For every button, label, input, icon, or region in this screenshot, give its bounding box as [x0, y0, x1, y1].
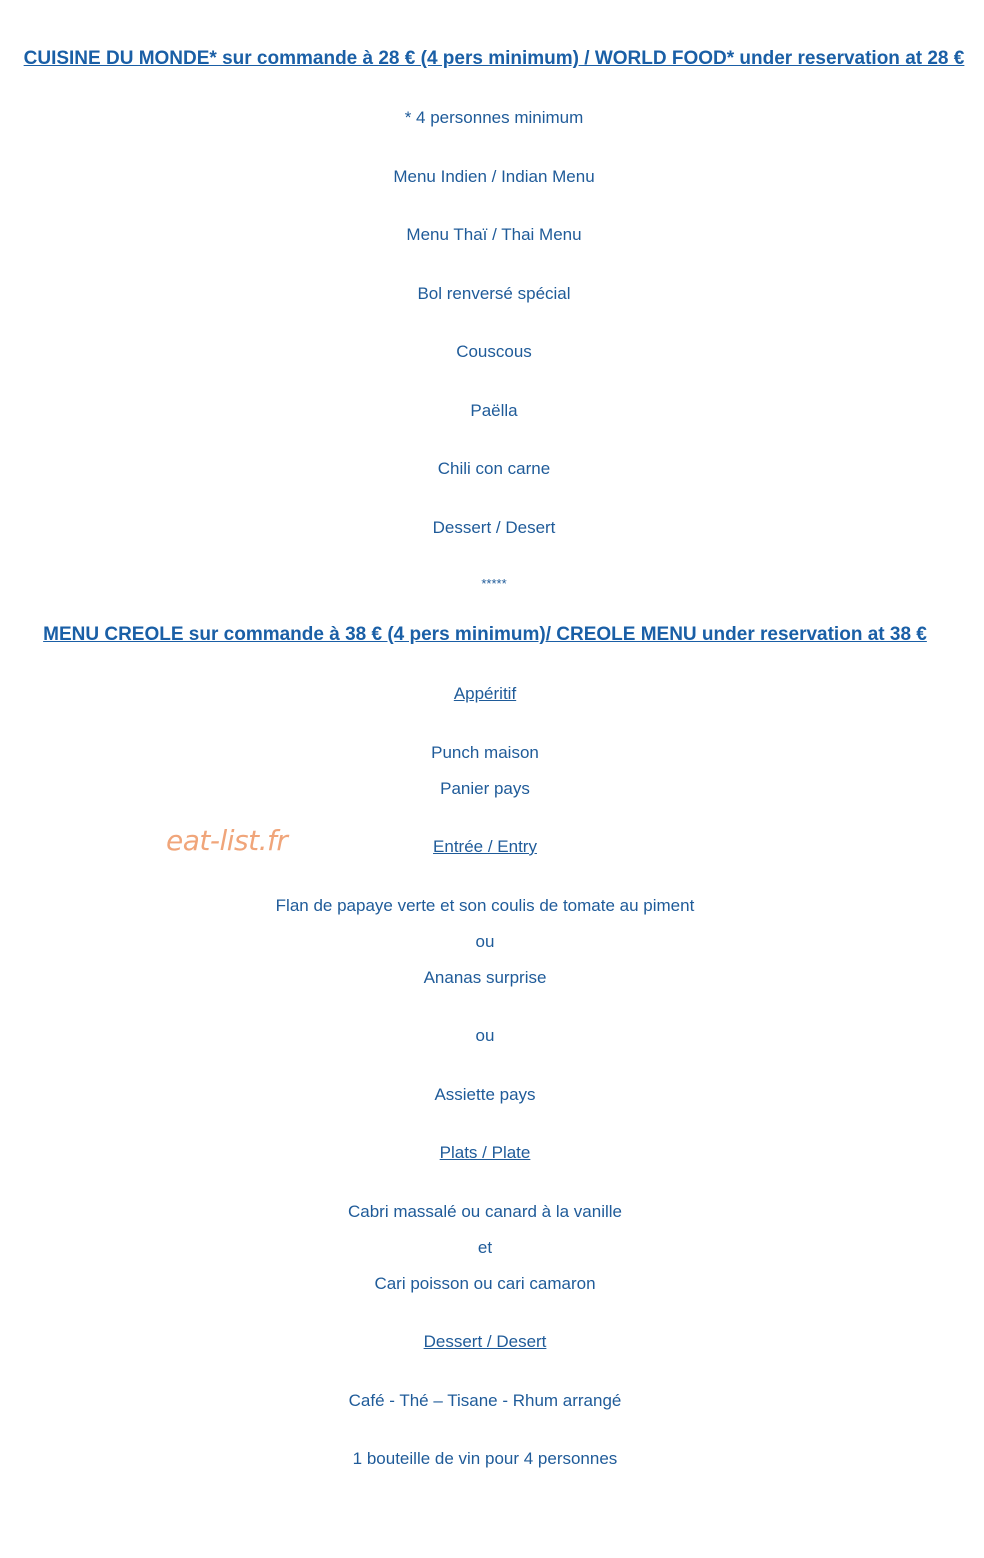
world-food-item: Dessert / Desert: [432, 518, 556, 537]
world-food-note: * 4 personnes minimum: [404, 108, 584, 127]
plates-item: Cari poisson ou cari camaron: [374, 1274, 596, 1293]
plates-item: et: [477, 1238, 493, 1257]
creole-menu-heading: MENU CREOLE sur commande à 38 € (4 pers minimum)/ CREOLE MENU under reservation at 38 €: [43, 624, 927, 645]
dessert-title: Dessert / Desert: [423, 1332, 547, 1351]
entry-item: Assiette pays: [434, 1085, 536, 1104]
dessert-item: 1 bouteille de vin pour 4 personnes: [352, 1449, 618, 1468]
aperitif-item: Panier pays: [440, 779, 530, 798]
entry-item: Flan de papaye verte et son coulis de tomate au piment: [275, 896, 695, 915]
world-food-item: Couscous: [456, 342, 532, 361]
dessert-item: Café - Thé – Tisane - Rhum arrangé: [348, 1391, 622, 1410]
plates-item: Cabri massalé ou canard à la vanille: [347, 1202, 623, 1221]
entry-title: Entrée / Entry: [433, 837, 537, 856]
world-food-item: Menu Thaï / Thai Menu: [406, 225, 582, 244]
world-food-heading: CUISINE DU MONDE* sur commande à 28 € (4 pers minimum) / WORLD FOOD* under reservation at 28 €: [23, 48, 965, 69]
entry-item: Ananas surprise: [423, 968, 547, 987]
world-food-item: Menu Indien / Indian Menu: [393, 167, 595, 186]
entry-item: ou: [475, 932, 495, 951]
entry-item: ou: [475, 1026, 495, 1045]
world-food-item: Chili con carne: [437, 459, 551, 478]
plates-title: Plats / Plate: [439, 1143, 531, 1162]
world-food-item: Bol renversé spécial: [417, 284, 571, 303]
world-food-item: Paëlla: [470, 401, 518, 420]
aperitif-title: Appéritif: [453, 684, 517, 703]
section-separator: *****: [481, 576, 507, 591]
watermark-logo: eat-list.fr: [166, 824, 288, 857]
aperitif-item: Punch maison: [431, 743, 539, 762]
